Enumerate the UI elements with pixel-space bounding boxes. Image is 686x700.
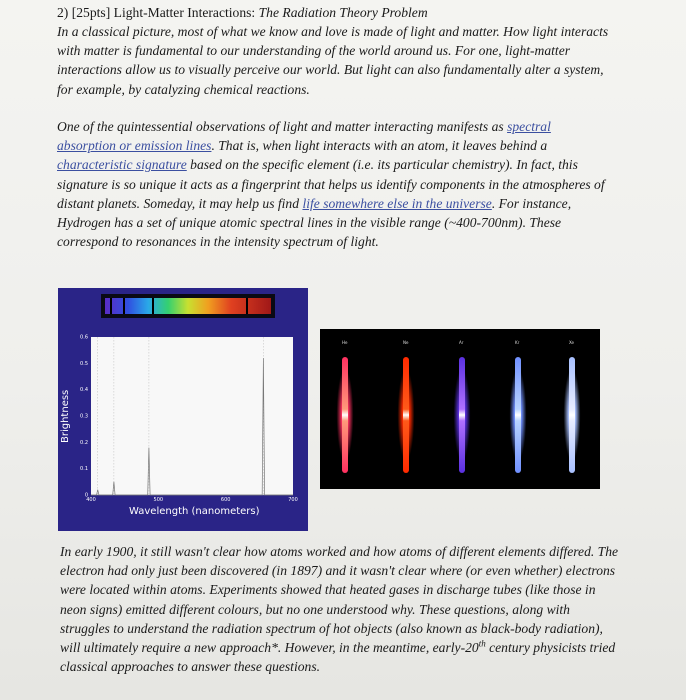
y-tick-label: 0.4 bbox=[80, 387, 88, 394]
problem-title bbox=[57, 3, 613, 22]
para2-text-1: One of the quintessential observations of light and matter interacting manifests as bbox=[57, 119, 508, 134]
discharge-tube-kr bbox=[504, 353, 532, 477]
para2-text-2: . That is, when light interacts with an atom, it leaves behind a bbox=[211, 138, 548, 154]
tube-label-he: He bbox=[342, 340, 348, 345]
discharge-tubes-photo bbox=[320, 329, 600, 489]
link-characteristic-signature[interactable]: characteristic signature bbox=[57, 157, 187, 173]
problem-number: 2) bbox=[57, 5, 69, 20]
problem-title-italic: The Radiation Theory Problem bbox=[258, 5, 428, 20]
tube-label-ar: Ar bbox=[459, 340, 464, 345]
spectrum-plot bbox=[58, 288, 308, 531]
series-line-hydrogen bbox=[91, 358, 293, 495]
discharge-tube-ar bbox=[448, 353, 476, 477]
link-life-universe[interactable]: life somewhere else in the universe bbox=[302, 195, 492, 211]
tube-core-he bbox=[342, 357, 348, 473]
tube-core-xe bbox=[569, 357, 575, 473]
tube-core-ar bbox=[459, 357, 465, 473]
y-tick-label: 0 bbox=[84, 492, 88, 499]
x-tick-label: 700 bbox=[288, 497, 298, 503]
y-tick-label: 0.3 bbox=[80, 413, 88, 420]
x-tick-label: 500 bbox=[153, 497, 164, 503]
discharge-tube-ne bbox=[392, 353, 420, 477]
y-tick-label: 0.6 bbox=[80, 334, 88, 341]
para3-text-1c: . However, in the meantime, early-20 bbox=[277, 640, 479, 656]
intro-paragraph: In a classical picture, most of what we know and love is made of light and matter. How light interacts with matter is fundamental to our understanding of the world around us. For one, light-matter interactions allow us to visually perceive our world. But light can also fundamentally alter a system, for example, by catalyzing chemical reactions. bbox=[57, 24, 609, 97]
x-tick-label: 600 bbox=[220, 497, 231, 503]
tube-label-xe: Xe bbox=[569, 340, 575, 345]
para3-text-1: In early 1900, it still wasn't clear how atoms worked and how atoms of different elements differed. The electron had only just been discovered (in 1897) and it wasn't clear where (or even whether) electrons were located within atoms. Experiments showed that heated gases in discharge tubes (like those in neon signs) emitted different colours, but no one understood why. These questions, along with struggles to understand the radiation spectrum of hot objects (also known as black-body radiation), will ultimately require a new approach bbox=[60, 544, 619, 656]
problem-title-normal: Light-Matter Interactions: bbox=[113, 5, 256, 20]
y-tick-label: 0.1 bbox=[80, 466, 88, 473]
tube-core-kr bbox=[515, 357, 521, 473]
y-tick-label: 0.5 bbox=[80, 360, 88, 367]
discharge-tube-he bbox=[331, 353, 359, 477]
x-axis-label: Wavelength (nanometers) bbox=[129, 506, 260, 517]
para2-text-4: . For instance, Hydrogen has a set of unique atomic spectral lines in the visible range (~400-700nm). These correspond to resonances in the intensity spectrum of light. bbox=[57, 195, 572, 250]
tube-label-kr: Kr bbox=[515, 340, 520, 345]
spectral-lines-paragraph bbox=[57, 117, 613, 251]
para2-text-3: based on the specific element (i.e. its particular chemistry). In fact, this signature is so unique it acts as a fingerprint that helps us identify components in the atmospheres of distant planets. Someday, it may help us find bbox=[57, 157, 605, 211]
para3-text-2: century physicists tried classical approaches to answer these questions. bbox=[60, 640, 616, 675]
superscript-th: th bbox=[478, 638, 486, 649]
link-spectral-lines[interactable]: spectral absorption or emission lines bbox=[57, 119, 551, 154]
footnote-mark: * bbox=[271, 640, 278, 656]
x-tick-label: 400 bbox=[86, 497, 96, 503]
history-paragraph bbox=[60, 542, 620, 676]
y-axis-label: Brightness bbox=[60, 389, 71, 443]
tube-label-ne: Ne bbox=[403, 340, 409, 345]
y-tick-label: 0.2 bbox=[80, 439, 88, 446]
tube-core-ne bbox=[403, 357, 409, 473]
problem-points: [25pts] bbox=[71, 5, 111, 20]
discharge-tube-xe bbox=[558, 353, 586, 477]
